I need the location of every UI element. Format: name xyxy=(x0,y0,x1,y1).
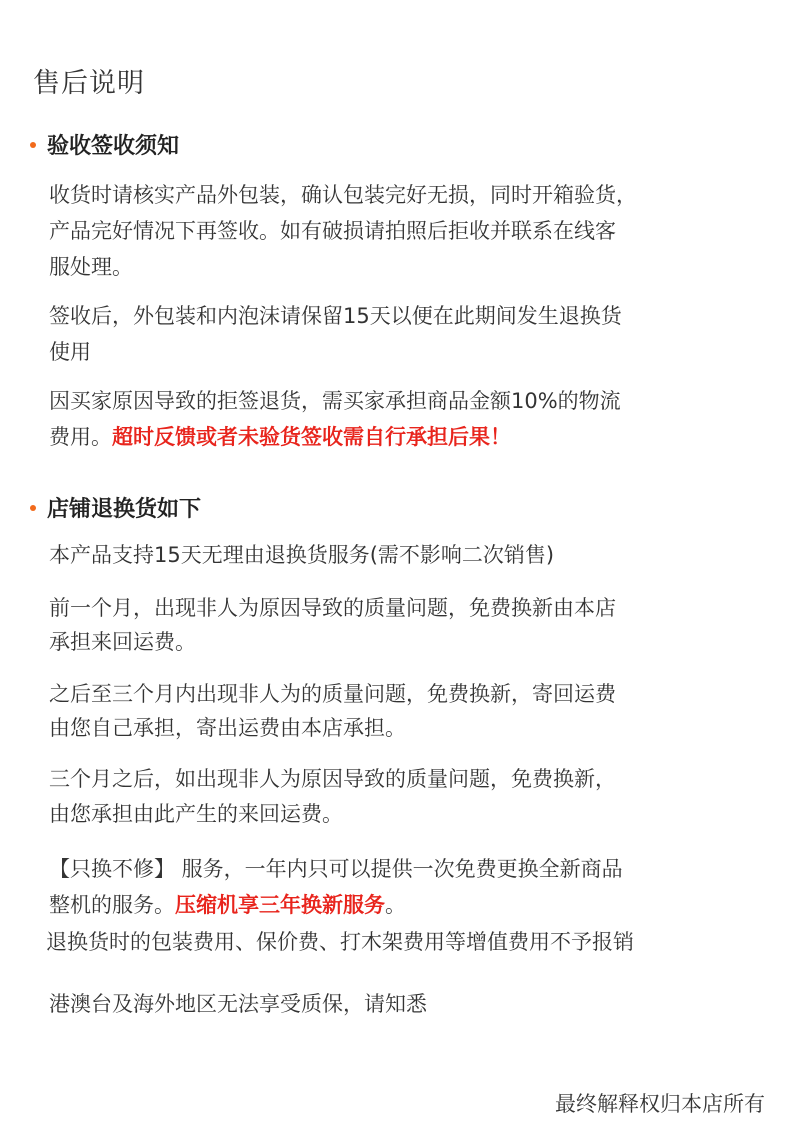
bullet-dot-icon xyxy=(30,142,36,148)
paragraph-line: 收货时请核实产品外包装，确认包装完好无损，同时开箱验货， xyxy=(49,183,637,207)
section-heading-label: 验收签收须知 xyxy=(47,134,180,159)
section-heading-inspection xyxy=(30,132,179,162)
section-heading-returns xyxy=(30,495,201,525)
paragraph-line: 承担来回运费。 xyxy=(49,630,196,654)
paragraph-line: 由您自己承担，寄出运费由本店承担。 xyxy=(49,716,406,740)
paragraph-text: 整机的服务。 xyxy=(49,893,175,917)
paragraph-line: 本产品支持15天无理由退换货服务(需不影响二次销售) xyxy=(49,543,555,567)
paragraph-line: 【只换不修】 服务，一年内只可以提供一次免费更换全新商品 xyxy=(49,857,623,881)
paragraph-text: 费用。 xyxy=(49,425,112,449)
warning-text: 超时反馈或者未验货签收需自行承担后果！ xyxy=(112,425,511,449)
paragraph-line: 因买家原因导致的拒签退货，需买家承担商品金额10%的物流 xyxy=(49,389,621,413)
section-heading-label: 店铺退换货如下 xyxy=(47,497,202,522)
paragraph-line: 由您承担由此产生的来回运费。 xyxy=(49,802,343,826)
paragraph-line: 产品完好情况下再签收。如有破损请拍照后拒收并联系在线客 xyxy=(49,219,616,243)
bullet-dot-icon xyxy=(30,505,36,511)
paragraph-line: 退换货时的包装费用、保价费、打木架费用等增值费用不予报销 xyxy=(46,930,634,954)
paragraph-text: 。 xyxy=(385,893,406,917)
highlight-text: 压缩机享三年换新服务 xyxy=(175,893,385,917)
paragraph-line: 港澳台及海外地区无法享受质保，请知悉 xyxy=(49,992,427,1016)
paragraph-line-with-warning xyxy=(49,419,511,455)
paragraph-line-with-highlight xyxy=(49,887,406,923)
page-title: 售后说明 xyxy=(33,68,145,99)
footer-note: 最终解释权归本店所有 xyxy=(555,1092,765,1116)
paragraph-line: 使用 xyxy=(49,340,91,364)
paragraph-line: 签收后，外包装和内泡沫请保留15天以便在此期间发生退换货 xyxy=(49,304,622,328)
paragraph-line: 服处理。 xyxy=(49,255,133,279)
paragraph-line: 之后至三个月内出现非人为的质量问题，免费换新，寄回运费 xyxy=(49,682,616,706)
paragraph-line: 前一个月，出现非人为原因导致的质量问题，免费换新由本店 xyxy=(49,596,616,620)
paragraph-line: 三个月之后，如出现非人为原因导致的质量问题，免费换新， xyxy=(49,767,616,791)
